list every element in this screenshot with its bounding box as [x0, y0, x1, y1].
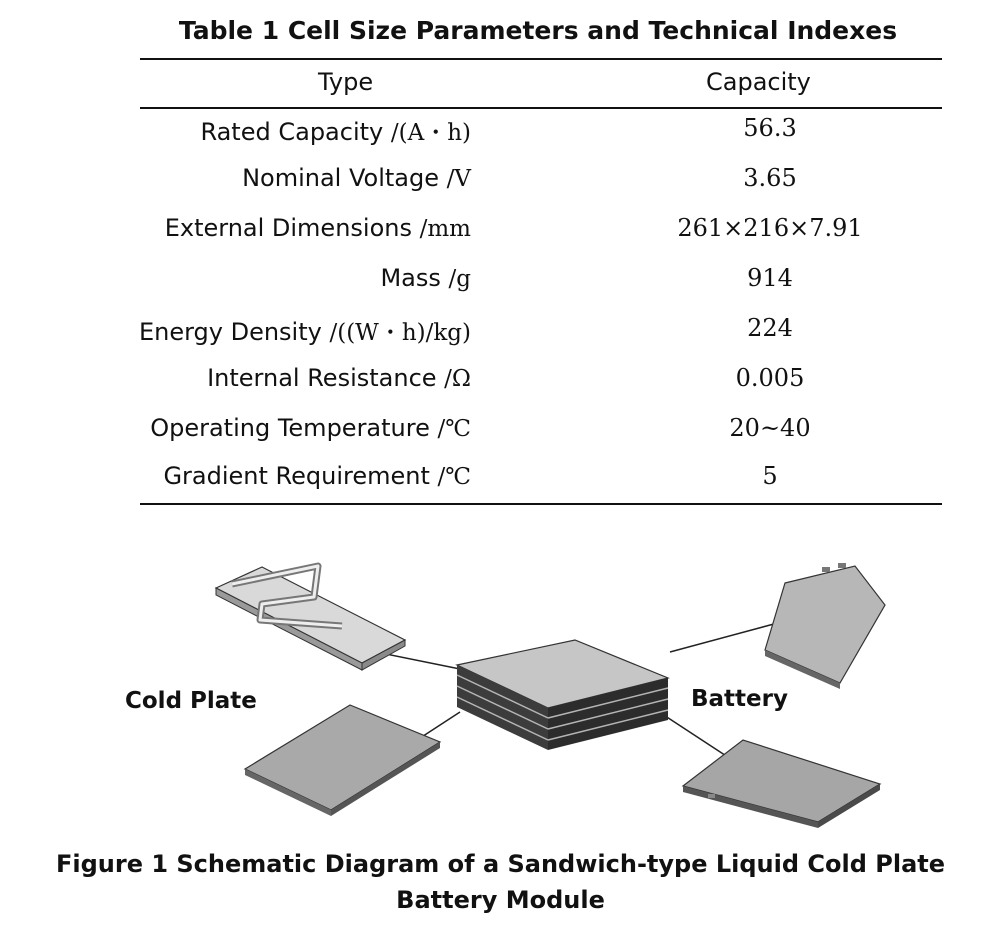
- lower-battery-graphic: [683, 740, 880, 828]
- caption-line-2: Battery Module: [396, 886, 605, 914]
- param-value: 20~40: [729, 414, 811, 442]
- param-label: Rated Capacity /(A・h): [200, 118, 471, 146]
- table-top-rule: [140, 58, 942, 60]
- cold-plate-label: Cold Plate: [125, 688, 257, 714]
- table-row: [0, 214, 1001, 254]
- table-row: [0, 364, 1001, 404]
- lower-plate-graphic: [245, 705, 440, 816]
- param-value: 56.3: [743, 114, 797, 142]
- cell-stack-graphic: [457, 640, 668, 750]
- table-row: [0, 264, 1001, 304]
- param-label: Mass /g: [380, 264, 471, 292]
- param-value: 261×216×7.91: [677, 214, 863, 242]
- param-label: Gradient Requirement /℃: [163, 462, 471, 490]
- param-value: 5: [762, 462, 778, 490]
- battery-label: Battery: [691, 686, 788, 712]
- battery-cell-graphic: [765, 563, 885, 689]
- param-label: Nominal Voltage /V: [242, 164, 471, 192]
- table-row: [0, 414, 1001, 454]
- table-header-rule: [140, 107, 942, 109]
- table-row: [0, 462, 1001, 502]
- module-schematic: [0, 520, 1001, 840]
- cold-plate-graphic: [216, 566, 405, 670]
- table-title: Table 1 Cell Size Parameters and Technical Indexes: [178, 16, 898, 45]
- header-type: Type: [318, 68, 374, 96]
- caption-line-1: Figure 1 Schematic Diagram of a Sandwich-type Liquid Cold Plate: [55, 850, 946, 878]
- figure-caption: [0, 846, 1001, 918]
- param-label: Energy Density /((W・h)/kg): [138, 318, 471, 346]
- header-capacity: Capacity: [706, 68, 811, 96]
- table-row: [0, 114, 1001, 154]
- table-bottom-rule: [140, 503, 942, 505]
- param-value: 3.65: [743, 164, 797, 192]
- param-label: External Dimensions /mm: [164, 214, 471, 242]
- param-value: 914: [747, 264, 793, 292]
- table-row: [0, 164, 1001, 204]
- param-value: 0.005: [735, 364, 805, 392]
- param-label: Operating Temperature /℃: [150, 414, 471, 442]
- table-row: [0, 314, 1001, 354]
- param-value: 224: [747, 314, 793, 342]
- param-label: Internal Resistance /Ω: [207, 364, 471, 392]
